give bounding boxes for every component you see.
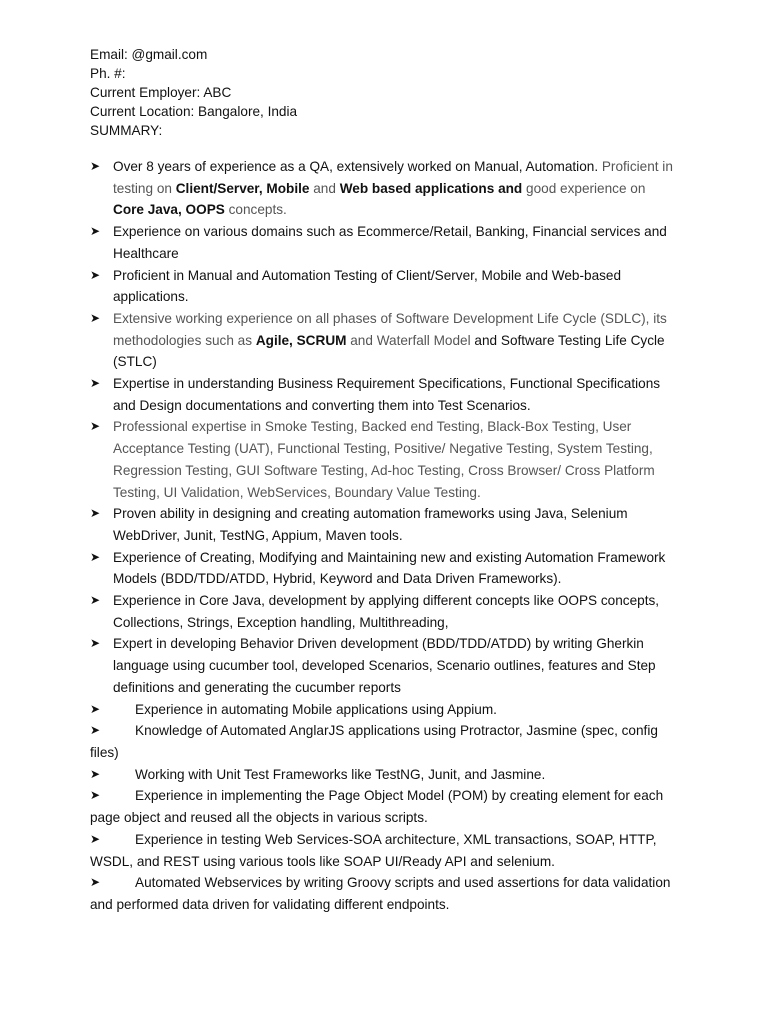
list-item (90, 547, 680, 590)
list-item (90, 221, 680, 264)
arrow-bullet-icon: ➤ (90, 549, 101, 564)
arrow-bullet-icon: ➤ (90, 766, 101, 781)
item-text: Expert in developing Behavior Driven development (BDD/TDD/ATDD) by writing Gherkin language using cucumber tool, developed Scenarios, Scenario outlines, features and Step definitions and generating the cucumber reports (113, 636, 656, 695)
arrow-bullet-icon: ➤ (90, 310, 101, 325)
email-line: Email: @gmail.com (90, 47, 208, 62)
item-text: Expertise in understanding Business Requirement Specifications, Functional Specifications and Design documentations and converting them into Test Scenarios. (113, 376, 661, 413)
item-text: Experience in automating Mobile applications using Appium. (135, 701, 497, 717)
arrow-bullet-icon: ➤ (90, 875, 101, 890)
item-text: Working with Unit Test Frameworks like TestNG, Junit, and Jasmine. (135, 766, 546, 782)
item-text: and Software Testing Life Cycle (STLC) (113, 332, 665, 370)
list-item (90, 156, 680, 221)
arrow-bullet-icon: ➤ (90, 224, 101, 239)
list-item (90, 265, 680, 308)
list-item (90, 590, 680, 633)
item-text: Experience in implementing the Page Object Model (POM) by creating element for each page object and reused all the objects in various scripts. (90, 788, 664, 826)
list-item (90, 308, 680, 373)
item-text: Experience in testing Web Services-SOA architecture, XML transactions, SOAP, HTTP, WSDL, and REST using various tools like SOAP UI/Ready API and selenium. (90, 831, 657, 869)
arrow-bullet-icon: ➤ (90, 506, 101, 521)
list-item (90, 416, 680, 503)
arrow-bullet-icon: ➤ (90, 701, 101, 716)
item-text-gray: Extensive working experience on all phases of Software Development Life Cycle (SDLC), its methodologies such as Agile, SCRUM and Waterfall Model (113, 310, 667, 348)
list-item (90, 785, 680, 828)
list-item (90, 633, 680, 698)
list-item (90, 872, 680, 915)
summary-list (90, 156, 680, 916)
list-item (90, 699, 680, 721)
arrow-bullet-icon: ➤ (90, 419, 101, 434)
phone-line: Ph. #: (90, 66, 126, 81)
item-text: Experience in Core Java, development by applying different concepts like OOPS concepts, Collections, Strings, Exception handling, Multithreading, (113, 593, 660, 630)
item-text: Proven ability in designing and creating automation frameworks using Java, Selenium WebDriver, Junit, TestNG, Appium, Maven tools. (113, 506, 628, 543)
item-text: Automated Webservices by writing Groovy scripts and used assertions for data validation and performed data driven for validating different endpoints. (90, 875, 671, 912)
item-text: Knowledge of Automated AnglarJS applications using Protractor, Jasmine (spec, config files) (90, 723, 658, 760)
contact-header (90, 45, 297, 140)
arrow-bullet-icon: ➤ (90, 831, 101, 846)
list-item (90, 373, 680, 416)
item-text: Over 8 years of experience as a QA, extensively worked on Manual, Automation. (113, 159, 599, 174)
arrow-bullet-icon: ➤ (90, 636, 101, 651)
arrow-bullet-icon: ➤ (90, 788, 101, 803)
arrow-bullet-icon: ➤ (90, 267, 101, 282)
item-text-gray: Professional expertise in Smoke Testing, Backed end Testing, Black-Box Testing, User Acceptance Testing (UAT), Functional Testing, Positive/ Negative Testing, System Testing, Regression Testing, GUI Software Testing, Ad-hoc Testing, Cross Browser/ Cross Platform Testing, UI Validation, WebServices, Boundary Value Testing. (113, 419, 655, 500)
item-text: Experience of Creating, Modifying and Maintaining new and existing Automation Framework Models (BDD/TDD/ATDD, Hybrid, Keyword and Data Driven Frameworks). (113, 549, 666, 587)
list-item (90, 764, 680, 786)
arrow-bullet-icon: ➤ (90, 376, 101, 391)
arrow-bullet-icon: ➤ (90, 723, 101, 738)
summary-heading: SUMMARY: (90, 123, 163, 138)
list-item (90, 503, 680, 546)
list-item (90, 720, 680, 763)
item-text: Experience on various domains such as Ecommerce/Retail, Banking, Financial services and Healthcare (113, 224, 667, 261)
item-text: Proficient in Manual and Automation Testing of Client/Server, Mobile and Web-based applications. (113, 267, 622, 305)
arrow-bullet-icon: ➤ (90, 593, 101, 608)
item-text-gray: Proficient in testing on Client/Server, Mobile and Web based applications and good experience on Core Java, OOPS concepts. (113, 159, 673, 218)
employer-line: Current Employer: ABC (90, 85, 232, 100)
list-item (90, 829, 680, 872)
location-line: Current Location: Bangalore, India (90, 104, 298, 119)
arrow-bullet-icon: ➤ (90, 159, 101, 173)
